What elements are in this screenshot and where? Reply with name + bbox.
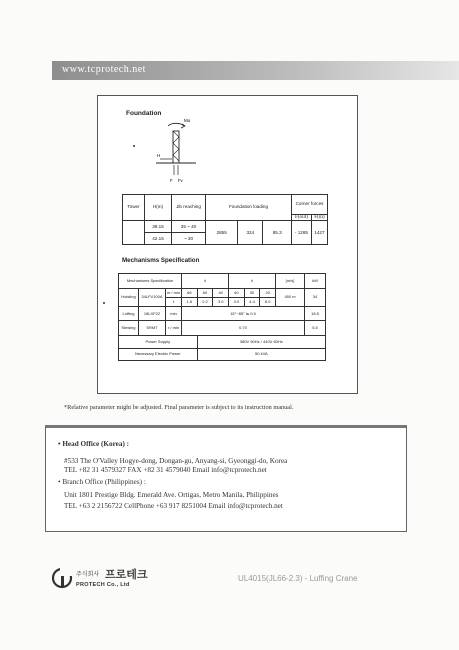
company-name-english: PROTECH Co., Ltd (76, 582, 130, 588)
jib-cell: 35 ~ 40 (172, 221, 206, 233)
loading-cell: 324 (238, 221, 263, 245)
mechanisms-table (118, 273, 326, 361)
luffing-kw: 18.5 (304, 306, 325, 321)
hoisting-kw: 34 (304, 288, 325, 306)
slewing-label: Slewing (119, 321, 139, 336)
hoist-load: 1.6 (182, 297, 198, 306)
luffing-code: 18LXF22 (139, 306, 166, 321)
office-info-box (45, 425, 407, 532)
col-foundation-loading: Foundation loading (206, 195, 292, 221)
parameter-note: *Relative parameter might be adjusted. Final parameter is subject to its instruction manual. (64, 404, 294, 411)
hoist-speed: 40 (213, 288, 229, 297)
protech-logo-icon (51, 567, 73, 589)
col-height: H(m) (145, 195, 172, 221)
foundation-table (122, 194, 328, 245)
diagram-label-h: H (157, 153, 161, 158)
bullet-dot (103, 302, 105, 304)
power-supply-label: Power Supply (119, 336, 198, 348)
col-tower: Tower (123, 195, 145, 221)
logo-gap (60, 567, 73, 576)
tower-lattice (173, 131, 179, 161)
corner-in-cell: 1427 (311, 221, 327, 245)
luffing-value: 15°~85° ≒ 0.9 (182, 306, 305, 321)
slewing-kw: 5.5 (304, 321, 325, 336)
hook-symbol-1: t (182, 274, 229, 289)
company-name-korean: 프로테크 (105, 569, 148, 581)
hoist-load: 3.0 (229, 297, 245, 306)
height-cell: 39.15 (145, 221, 172, 233)
branch-office-contact: TEL +63 2 2156722 CellPhone +63 917 8251004 Email info@tcprotech.net (64, 502, 283, 510)
col-jib: Jib reaching (172, 195, 206, 221)
moment-arrow (168, 123, 184, 126)
hoist-speed: 66 (182, 288, 198, 297)
slewing-unit: r / min (166, 321, 182, 336)
col-f-in: F(in) (311, 215, 327, 221)
diagram-label-mo: Mo (184, 118, 191, 123)
luffing-label: Luffing (119, 306, 139, 321)
col-f-out: F(out) (292, 215, 312, 221)
hoist-load: 3.0 (213, 297, 229, 306)
branch-office-address: Unit 1801 Prestige Bldg. Emerald Ave. Ortigas, Metro Manila, Philippines (64, 491, 279, 499)
branch-office-heading: • Branch Office (Philippines) : (58, 478, 146, 486)
hoist-load: 2.2 (197, 297, 213, 306)
hoisting-label: Hoisting (119, 288, 139, 306)
foundation-title: Foundation (126, 110, 162, 117)
foundation-diagram (150, 117, 210, 189)
hoist-speed: 60 (197, 288, 213, 297)
loading-cell: 2855 (206, 221, 238, 245)
head-office-address: #533 The O'Valley Hogye-dong, Dongan-gu, Anyang-si, Gyeonggi-do, Korea (64, 457, 288, 465)
hoist-speed: 20 (260, 288, 276, 297)
col-corner-forces: Corner forces (292, 195, 328, 215)
kw-header: kW (304, 274, 325, 289)
power-supply-value: 380V 50Hz / 440V 60Hz (197, 336, 325, 348)
hook-symbol-2: t (229, 274, 276, 289)
height-cell: 42.15 (145, 233, 172, 245)
diagram-label-f: F (170, 178, 173, 183)
tower-cell (123, 221, 145, 245)
hoisting-code: 34LFV100A (139, 288, 166, 306)
mechanisms-title: Mechanisms Specification (122, 257, 200, 264)
bullet-dot (133, 145, 135, 147)
company-prefix-korean: 주식회사 (76, 572, 100, 578)
header-banner (52, 61, 459, 80)
jib-cell: ~ 30 (172, 233, 206, 245)
hoisting-unit-speed: m / min (166, 288, 182, 297)
electric-power-value: 50 kVA (197, 348, 325, 360)
electric-power-label: Necessary Electric Power (119, 348, 198, 360)
hoist-speed: 30 (244, 288, 260, 297)
mech-spec-header: Mechanisms Specification (119, 274, 182, 289)
website-url[interactable]: www.tcprotech.net (62, 64, 146, 75)
crane-model-title: UL4015(JL66-2.3) - Luffing Crane (238, 574, 358, 583)
loading-cell: 85.3 (263, 221, 292, 245)
hoist-speed: 40 (229, 288, 245, 297)
hoist-load: 6.0 (260, 297, 276, 306)
slewing-value: 0.70 (182, 321, 305, 336)
slewing-code: SRMT (139, 321, 166, 336)
head-office-contact: TEL +82 31 4579327 FAX +82 31 4579040 Email info@tcprotech.net (64, 466, 267, 474)
diagram-label-fv: Fv (178, 178, 183, 183)
logo-bar (61, 576, 64, 587)
head-office-heading: • Head Office (Korea) : (58, 440, 130, 448)
unit-header: [m/s] (276, 274, 305, 289)
hoisting-unit-load: t (166, 297, 182, 306)
luffing-unit: min (166, 306, 182, 321)
hoisting-range: 450 m (276, 288, 305, 306)
hoist-load: 4.4 (244, 297, 260, 306)
corner-out-cell: - 1265 (292, 221, 312, 245)
